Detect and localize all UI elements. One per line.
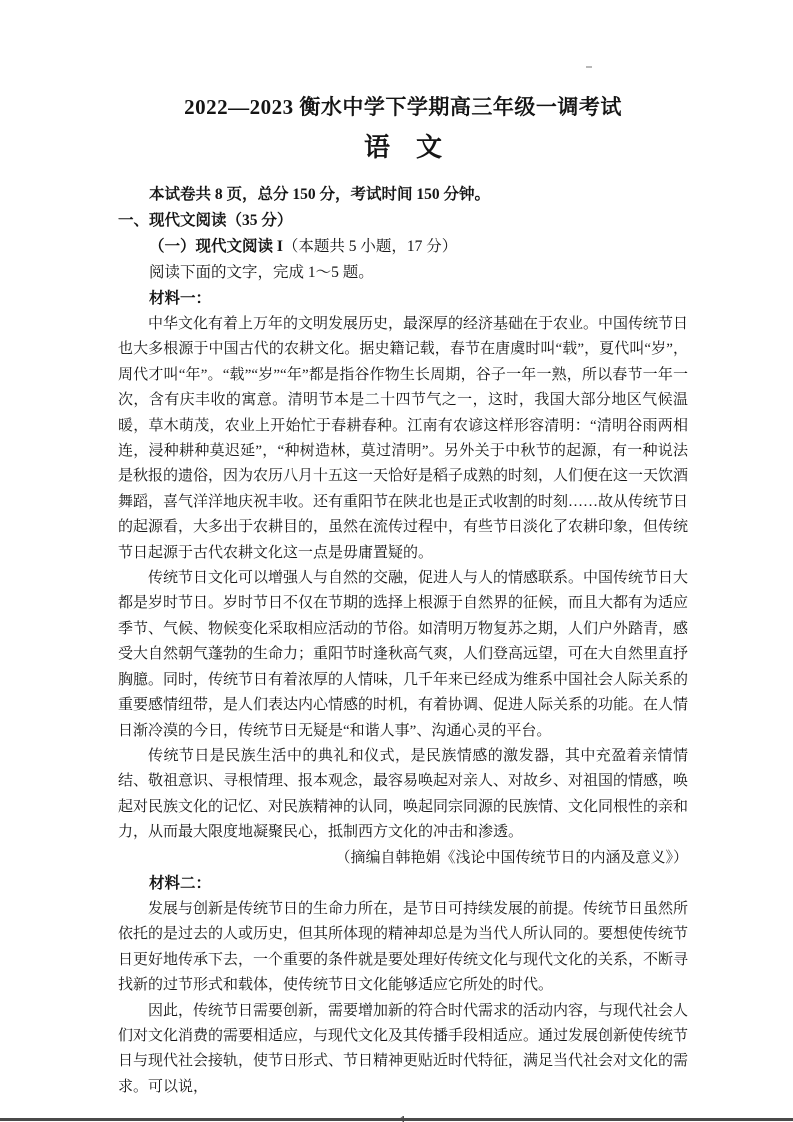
- subject-title: 语 文: [363, 133, 442, 162]
- material-two-paragraph: 发展与创新是传统节日的生命力所在，是节日可持续发展的前提。传统节日虽然所依托的是过去的人或历史，但其所体现的精神却总是为当代人所认同的。要想使传统节日更好地传承下去，一个重要的条件就是要处理好传统文化与现代文化的关系，不断寻找新的过节形式和载体，使传统节日文化能够适应它所处的时代。: [118, 900, 689, 994]
- page-bottom-border: [0, 1118, 793, 1121]
- passage-subheading-rest: （本题共 5 小题，17 分）: [282, 238, 458, 255]
- material-one-paragraph: 传统节日文化可以增强人与自然的交融，促进人与人的情感联系。中国传统节日大都是岁时节日。岁时节日不仅在节期的选择上根源于自然界的征候，而且大都有为适应季节、气候、物候变化采取相应活动的节俗。如清明万物复苏之期，人们户外踏青，感受大自然朝气蓬勃的生命力；重阳节时逢秋高气爽，人们登高远望，可在大自然里直抒胸臆。同时，传统节日有着浓厚的人情味，几千年来已经成为维系中国社会人际关系的重要感情纽带，是人们表达内心情感的时机，有着协调、促进人际关系的功能。在人情日渐冷漠的今日，传统节日无疑是“和谐人事”、沟通心灵的平台。: [118, 570, 689, 739]
- reading-instruction: 阅读下面的文字，完成 1～5 题。: [149, 264, 374, 281]
- material-one-paragraph: 中华文化有着上万年的文明发展历史，最深厚的经济基础在于农业。中国传统节日也大多根源于中国古代的农耕文化。据史籍记载，春节在唐虞时叫“载”，夏代叫“岁”，周代才叫“年”。“载”“岁”“年”都是指谷作物生长周期，谷子一年一熟，所以春节一年一次，含有庆丰收的寓意。清明节本是二十四节气之一，这时，我国大部分地区气候温暖，草木萌茂，农业上开始忙于春耕春种。江南有农谚这样形容清明：“清明谷雨两相连，浸种耕种莫迟延”，“种树造林，莫过清明”。另外关于中秋节的起源，有一种说法是秋报的遗俗，因为农历八月十五这一天恰好是稻子成熟的时刻，人们便在这一天饮酒舞蹈，喜气洋洋地庆祝丰收。还有重阳节在陕北也是正式收割的时刻……故从传统节日的起源看，大多出于农耕目的，虽然在流传过程中，有些节日淡化了农耕印象，但传统节日起源于古代农耕文化这一点是毋庸置疑的。: [118, 316, 689, 561]
- page-content: [118, 92, 688, 1122]
- section-heading: 一、现代文阅读（35 分）: [118, 212, 293, 229]
- passage-subheading: [118, 234, 688, 260]
- material-two-paragraph: 因此，传统节日需要创新，需要增加新的符合时代需求的活动内容，与现代社会人们对文化消费的需要相适应，与现代文化及其传播手段相适应。通过发展创新使传统节日与现代社会接轨，使节日形式、节日精神更贴近时代特征，满足当代社会对文化的需求。可以说，: [118, 1002, 689, 1095]
- stray-mark: [586, 66, 592, 68]
- source-attribution: （摘编自韩艳娟《浅论中国传统节日的内涵及意义》）: [335, 849, 688, 866]
- exam-title: 2022—2023 衡水中学下学期高三年级一调考试: [184, 95, 622, 119]
- material-one-label: 材料一：: [149, 290, 212, 307]
- material-one-paragraph: 传统节日是民族生活中的典礼和仪式，是民族情感的激发器，其中充盈着亲情情结、敬祖意识、寻根情理、报本观念，最容易唤起对亲人、对故乡、对祖国的情感，唤起对民族文化的记忆、对民族精神的认同，唤起同宗同源的民族情、文化同根性的亲和力，从而最大限度地凝聚民心，抵制西方文化的冲击和渗透。: [118, 747, 689, 841]
- passage-subheading-bold: （一）现代文阅读 I: [149, 238, 283, 255]
- material-two-label: 材料二：: [149, 874, 212, 892]
- exam-info: 本试卷共 8 页，总分 150 分，考试时间 150 分钟。: [149, 186, 491, 203]
